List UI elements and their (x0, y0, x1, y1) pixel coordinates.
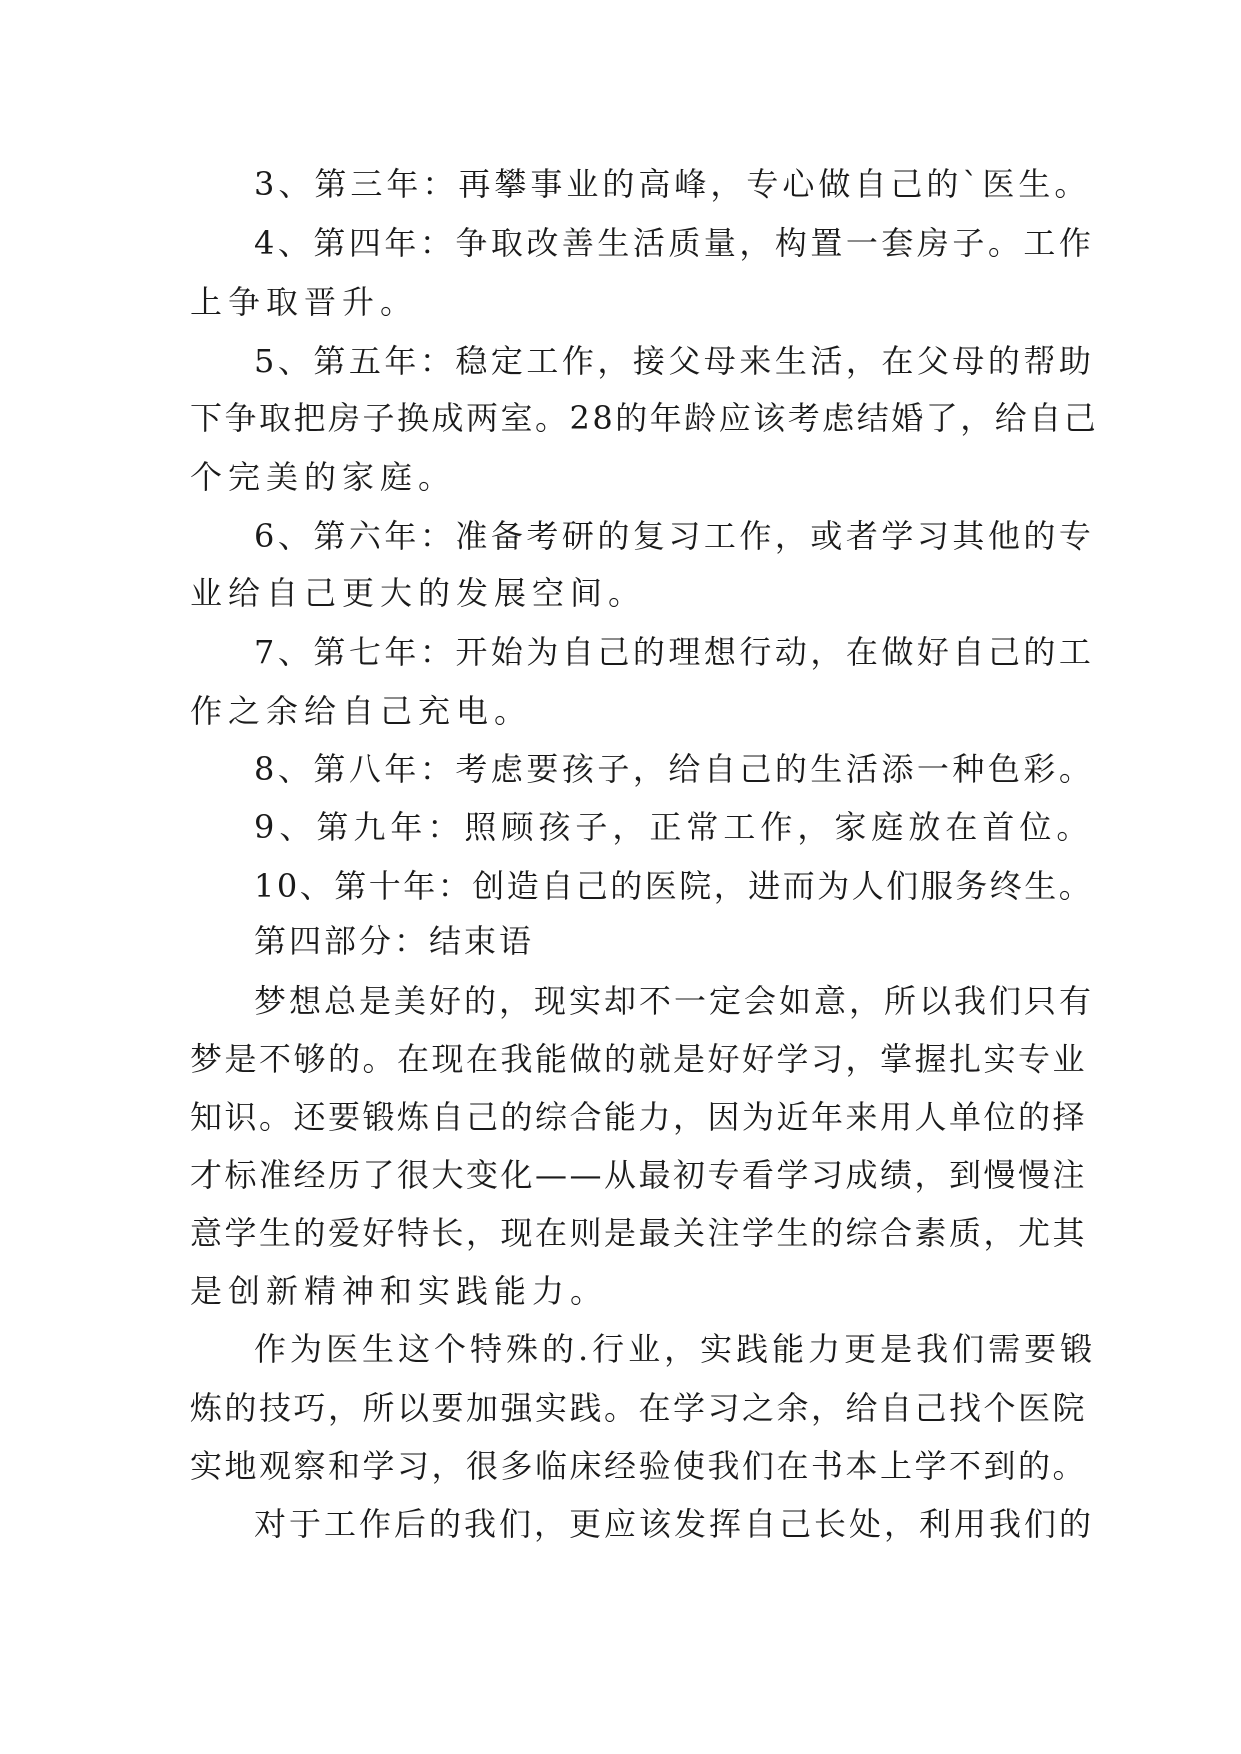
text-line: 8、第八年：考虑要孩子，给自己的生活添一种色彩。 (254, 750, 1095, 788)
text-line: 是创新精神和实践能力。 (190, 1272, 609, 1310)
section-heading: 第四部分：结束语 (254, 922, 535, 960)
text-line: 炼的技巧，所以要加强实践。在学习之余，给自己找个医院 (190, 1389, 1088, 1427)
text-line: 9、第九年：照顾孩子，正常工作，家庭放在首位。 (254, 808, 1094, 846)
text-line: 业给自己更大的发展空间。 (190, 574, 647, 612)
text-line: 10、第十年：创造自己的医院，进而为人们服务终生。 (254, 867, 1094, 905)
text-line: 意学生的爱好特长，现在则是最关注学生的综合素质，尤其 (190, 1214, 1088, 1252)
text-line: 实地观察和学习，很多临床经验使我们在书本上学不到的。 (190, 1447, 1088, 1485)
text-line: 知识。还要锻炼自己的综合能力，因为近年来用人单位的择 (190, 1098, 1088, 1136)
text-line: 7、第七年：开始为自己的理想行动，在做好自己的工 (254, 633, 1095, 671)
text-line: 作之余给自己充电。 (190, 692, 533, 730)
text-line: 才标准经历了很大变化——从最初专看学习成绩，到慢慢注 (190, 1156, 1088, 1194)
text-line: 下争取把房子换成两室。28的年龄应该考虑结婚了，给自己 (190, 399, 1099, 437)
text-line: 作为医生这个特殊的.行业，实践能力更是我们需要锻 (254, 1330, 1097, 1368)
text-line: 对于工作后的我们，更应该发挥自己长处，利用我们的 (254, 1505, 1095, 1543)
text-line: 梦是不够的。在现在我能做的就是好好学习，掌握扎实专业 (190, 1040, 1088, 1078)
text-line: 4、第四年：争取改善生活质量，构置一套房子。工作 (254, 224, 1095, 262)
text-line: 梦想总是美好的，现实却不一定会如意，所以我们只有 (254, 982, 1095, 1020)
text-line: 3、第三年：再攀事业的高峰，专心做自己的`医生。 (254, 165, 1091, 203)
text-line: 上争取晋升。 (190, 283, 419, 321)
text-line: 6、第六年：准备考研的复习工作，或者学习其他的专 (254, 517, 1095, 555)
text-line: 5、第五年：稳定工作，接父母来生活，在父母的帮助 (254, 342, 1095, 380)
text-line: 个完美的家庭。 (190, 458, 457, 496)
